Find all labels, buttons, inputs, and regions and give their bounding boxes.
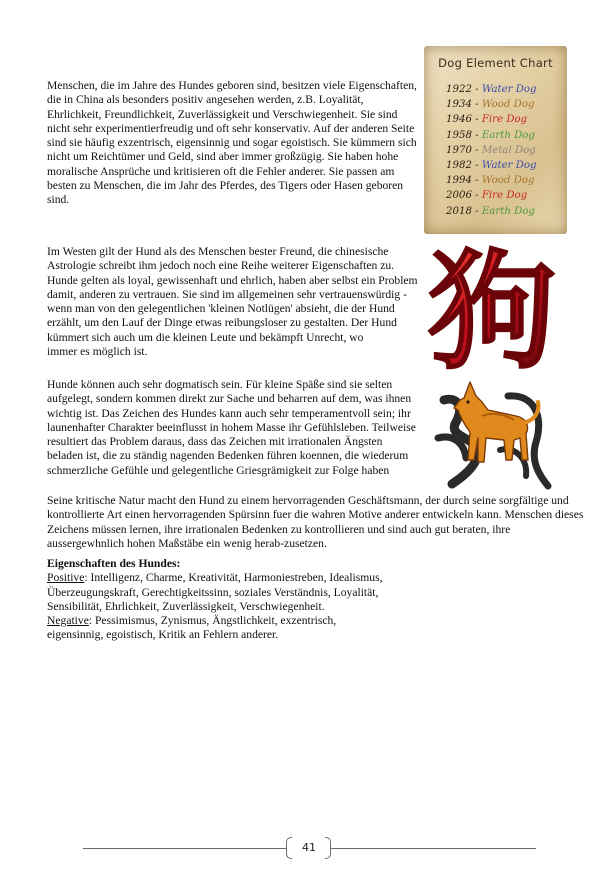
chart-entry [446, 112, 567, 127]
chart-element: Metal Dog [481, 144, 536, 156]
chart-entry [446, 188, 567, 203]
chart-entry [446, 128, 567, 143]
chart-title: Dog Element Chart [438, 56, 553, 70]
chart-year: 1970 [446, 144, 472, 156]
chart-entry [446, 158, 567, 173]
chart-entry [446, 82, 567, 97]
chart-separator: - [471, 84, 482, 95]
dog-calligraphy-illustration [430, 376, 552, 494]
chart-element: Fire Dog [481, 114, 528, 126]
paragraph-business-text: Seine kritische Natur macht den Hund zu einem hervorragenden Geschäftsmann, der durch seine sorgfältige und kontrollierte Art einen hervorragenden Spürsinn fuer die wahren Motive anderer entwickeln kann. Menschen dieses Zeichens müssen lernen, ihre irrationalen Bedenken zu kontrollieren und sind auch gut beraten, ihre aussergewhnlich hohen Maßstäbe ein wenig herab-zusetzen. [47, 494, 584, 550]
chart-separator: - [471, 129, 482, 141]
chart-entry [446, 143, 567, 158]
chart-element: Water Dog [481, 159, 537, 171]
paragraph-business [47, 494, 587, 551]
dog-element-chart [424, 46, 567, 234]
dog-chinese-character-illustration [424, 238, 560, 373]
chart-element: Wood Dog [481, 175, 535, 187]
paragraph-west-end: immer es möglich ist. [47, 345, 148, 359]
traits-positive [47, 571, 387, 614]
negative-label: Negative [47, 614, 89, 628]
chinese-dog-character: 狗 [427, 238, 557, 373]
paragraph-dogmatic-text: Hunde können auch sehr dogmatisch sein. Für kleine Späße sind sie selten aufgelegt, sondern kommen direkt zur Sache und beharren auf dem, was ihnen wichtig ist. Das Zeichen des Hundes kann auch sehr temperamentvoll sein; ihr launenhafter Charakter beeinflusst in hohem Masse ihr Gefühlsleben. Teilweise resultiert das Problem daraus, dass das Zeichen mit irrationalen Ängsten beladen ist, die zu ständig nagenden Bedenken führen koennen, die wiederum schmerzliche Gefühle und gelegentliche Griesgrämigkeit zur Folge haben [47, 378, 416, 477]
chart-entry [446, 173, 567, 188]
chart-separator: - [471, 144, 482, 156]
chart-year: 1922 [446, 84, 472, 95]
chart-year: 1946 [446, 114, 472, 126]
chart-year: 1994 [446, 175, 472, 187]
chart-entry [446, 97, 567, 112]
chart-element: Water Dog [481, 84, 537, 95]
chart-year: 1934 [446, 99, 472, 111]
positive-label: Positive [47, 571, 85, 585]
chart-element: Wood Dog [481, 99, 535, 111]
chart-element: Earth Dog [481, 205, 535, 217]
paragraph-intro [47, 79, 419, 208]
chart-element: Fire Dog [481, 190, 528, 202]
chart-year: 2006 [446, 190, 472, 202]
chart-year: 1958 [446, 129, 472, 141]
negative-text: : Pessimismus, Zynismus, Ängstlichkeit, exzentrisch, eigensinnig, egoistisch, Kritik an Fehlern anderer. [47, 614, 337, 642]
paragraph-west [47, 245, 419, 359]
footer-rule-right [331, 848, 536, 849]
chart-year: 1982 [446, 159, 472, 171]
chart-separator: - [471, 99, 482, 111]
chart-separator: - [471, 205, 482, 217]
paragraph-west-text: Im Westen gilt der Hund als des Menschen bester Freund, die chinesische Astrologie schreibt ihm jedoch noch eine Reihe weiterer Eigenschaften zu. Hunde gelten als loyal, gewissenhaft und ehrlich, haben aber selbst ein Problem damit, anderen zu vertrauen. Sie sind im allgemeinen sehr vertrauenswürdig - wenn man von den gelegentlichen 'kleinen Notlügen' absieht, die der Hund erzählt, um den Lauf der Dinge etwas reibungsloser zu gestalten. Der Hund kümmert sich auch um die kleinen Leute und bekämpft Unrecht, wo [47, 245, 418, 344]
chart-separator: - [471, 159, 482, 171]
traits-heading: Eigenschaften des Hundes: [47, 557, 181, 570]
chart-entry [446, 204, 567, 219]
chart-separator: - [471, 114, 482, 126]
footer-rule-left [83, 848, 287, 849]
chart-separator: - [471, 190, 482, 202]
paragraph-intro-text: Menschen, die im Jahre des Hundes geboren sind, besitzen viele Eigenschaften, die in China als besonders positiv angesehen werden, z.B. Loyalität, Ehrlichkeit, Freundlichkeit, Zuverlässigkeit und Verschwiegenheit. Sie sind nicht sehr experimentierfreudig und oft sehr konservativ. Auf der anderen Seite sind sie häufig exzentrisch, eigensinnig und sogar egoistisch. Sie kümmern sich nicht um Reichtümer und Geld, sind aber immer großzügig. Sie haben hohe moralische Ansprüche und kritisieren oft die Fehler anderer. Sie passen am besten zu Menschen, die im Jahr des Pferdes, des Tigers oder Hasen geboren sind. [47, 79, 417, 207]
positive-text: : Intelligenz, Charme, Kreativität, Harmoniestreben, Idealismus, Überzeugungskraft, Gerechtigkeitssinn, soziales Verständnis, Loyalität, Sensibilität, Ehrlichkeit, Zuverlässigkeit, Verschwiegenheit. [47, 571, 383, 613]
traits-negative [47, 614, 387, 643]
chart-year: 2018 [446, 205, 472, 217]
chart-separator: - [471, 175, 482, 187]
chart-element: Earth Dog [481, 129, 535, 141]
paragraph-dogmatic [47, 378, 419, 478]
page-number: 41 [302, 841, 316, 854]
traits-section [47, 557, 387, 643]
chart-entry-list [446, 82, 567, 219]
